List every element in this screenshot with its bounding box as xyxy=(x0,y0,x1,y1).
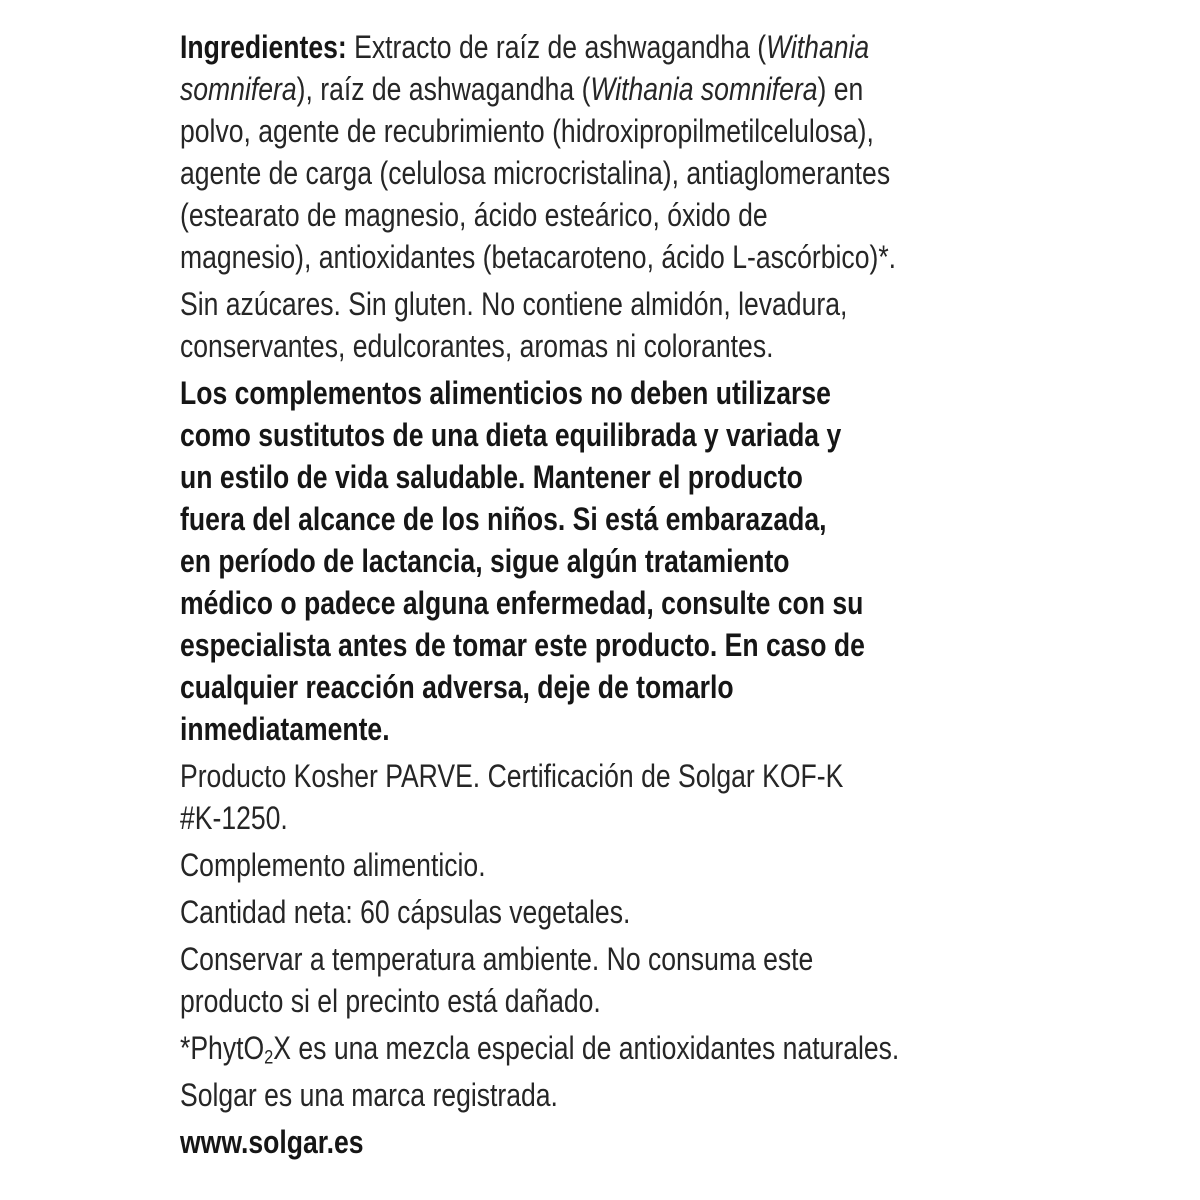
text-line xyxy=(180,938,977,980)
text-line xyxy=(180,26,977,68)
text-line xyxy=(180,283,977,325)
text-line xyxy=(180,498,977,540)
text-run: 2 xyxy=(264,1046,274,1069)
text-run: Extracto de raíz de ashwagandha ( xyxy=(346,29,767,65)
text-line xyxy=(180,152,977,194)
paragraph-phyto2x xyxy=(180,1027,977,1069)
text-run: médico o padece alguna enfermedad, consulte con su xyxy=(180,585,864,621)
text-run: conservantes, edulcorantes, aromas ni colorantes. xyxy=(180,328,774,364)
text-run: *PhytO xyxy=(180,1030,265,1066)
text-run: Producto Kosher PARVE. Certificación de Solgar KOF-K xyxy=(180,758,844,794)
text-run: ), raíz de ashwagandha ( xyxy=(296,71,591,107)
text-line xyxy=(180,236,977,278)
text-run: cualquier reacción adversa, deje de tomarlo xyxy=(180,669,734,705)
text-line xyxy=(180,194,977,236)
text-line xyxy=(180,110,977,152)
text-line xyxy=(180,456,977,498)
text-run: en período de lactancia, sigue algún tratamiento xyxy=(180,543,790,579)
text-line xyxy=(180,1074,977,1116)
text-run: ) en xyxy=(817,71,864,107)
text-run: Withania xyxy=(766,29,870,65)
text-run: polvo, agente de recubrimiento (hidroxipropilmetilcelulosa), xyxy=(180,113,874,149)
text-run: como sustitutos de una dieta equilibrada y variada y xyxy=(180,417,842,453)
text-run: inmediatamente. xyxy=(180,711,390,747)
text-run: Conservar a temperatura ambiente. No consuma este xyxy=(180,941,814,977)
text-run: Complemento alimenticio. xyxy=(180,847,486,883)
text-run: Los complementos alimenticios no deben utilizarse xyxy=(180,375,831,411)
text-run: producto si el precinto está dañado. xyxy=(180,983,601,1019)
paragraph-sin-azucares xyxy=(180,283,977,367)
text-line xyxy=(180,755,977,797)
text-run: Ingredientes: xyxy=(180,29,347,65)
text-run: X es una mezcla especial de antioxidantes naturales. xyxy=(273,1030,900,1066)
text-run: especialista antes de tomar este producto. En caso de xyxy=(180,627,865,663)
text-line xyxy=(180,891,977,933)
text-run: Solgar es una marca registrada. xyxy=(180,1077,558,1113)
paragraph-conservacion xyxy=(180,938,977,1022)
text-run: un estilo de vida saludable. Mantener el producto xyxy=(180,459,803,495)
text-line xyxy=(180,325,977,367)
text-line xyxy=(180,624,977,666)
text-line xyxy=(180,666,977,708)
text-run: fuera del alcance de los niños. Si está embarazada, xyxy=(180,501,827,537)
text-line xyxy=(180,980,977,1022)
paragraph-website xyxy=(180,1121,977,1163)
paragraph-ingredientes xyxy=(180,26,977,278)
text-line xyxy=(180,540,977,582)
text-run: magnesio), antioxidantes (betacaroteno, ácido L-ascórbico)*. xyxy=(180,239,897,275)
text-run: (estearato de magnesio, ácido esteárico, óxido de xyxy=(180,197,768,233)
text-line xyxy=(180,797,977,839)
text-run: Cantidad neta: 60 cápsulas vegetales. xyxy=(180,894,631,930)
paragraph-advertencia xyxy=(180,372,977,750)
text-run: agente de carga (celulosa microcristalina), antiaglomerantes xyxy=(180,155,891,191)
text-line xyxy=(180,372,977,414)
text-line xyxy=(180,708,977,750)
text-run: www.solgar.es xyxy=(180,1124,364,1160)
text-run: somnifera xyxy=(180,71,297,107)
text-line xyxy=(180,414,977,456)
paragraph-cantidad-neta xyxy=(180,891,977,933)
text-line xyxy=(180,1121,977,1163)
paragraph-marca-registrada xyxy=(180,1074,977,1116)
text-line xyxy=(180,68,977,110)
product-label xyxy=(180,26,977,1168)
paragraph-complemento xyxy=(180,844,977,886)
text-line xyxy=(180,582,977,624)
text-run: Sin azúcares. Sin gluten. No contiene almidón, levadura, xyxy=(180,286,848,322)
text-line xyxy=(180,1027,977,1069)
text-line xyxy=(180,844,977,886)
paragraph-kosher xyxy=(180,755,977,839)
text-run: Withania somnifera xyxy=(590,71,818,107)
text-run: #K-1250. xyxy=(180,800,288,836)
